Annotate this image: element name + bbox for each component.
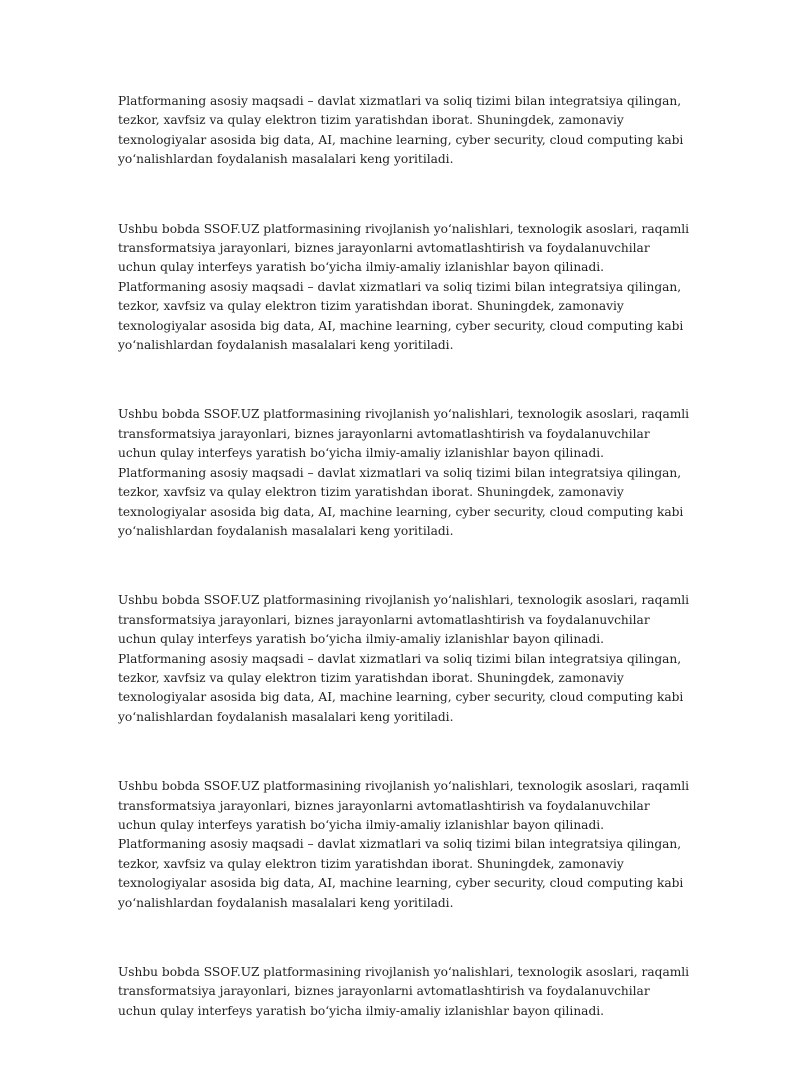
paragraph-line: uchun qulay interfeys yaratish bo‘yicha ilmiy-amaliy izlanishlar bayon qilinadi. (118, 446, 605, 461)
paragraph-line: uchun qulay interfeys yaratish bo‘yicha ilmiy-amaliy izlanishlar bayon qilinadi. (118, 817, 605, 832)
paragraph-line: Ushbu bobda SSOF.UZ platformasining rivojlanish yo‘nalishlari, texnologik asoslari, raqamli (118, 593, 690, 608)
document-body (118, 92, 698, 1071)
paragraph-line: Platformaning asosiy maqsadi – davlat xizmatlari va soliq tizimi bilan integratsiya qilingan, (118, 651, 682, 666)
paragraph-line: Platformaning asosiy maqsadi – davlat xizmatlari va soliq tizimi bilan integratsiya qilingan, (118, 837, 682, 852)
paragraph-line: Ushbu bobda SSOF.UZ platformasining rivojlanish yo‘nalishlari, texnologik asoslari, raqamli (118, 779, 690, 794)
paragraph-line: tezkor, xavfsiz va qulay elektron tizim yaratishdan iborat. Shuningdek, zamonaviy (118, 299, 624, 314)
paragraph-line: transformatsiya jarayonlari, biznes jarayonlarni avtomatlashtirish va foydalanuvchilar (118, 798, 650, 813)
paragraph-line: yo‘nalishlardan foydalanish masalalari keng yoritiladi. (118, 895, 454, 910)
paragraph (118, 591, 698, 727)
paragraph-line: tezkor, xavfsiz va qulay elektron tizim yaratishdan iborat. Shuningdek, zamonaviy (118, 485, 624, 500)
paragraph-line: transformatsiya jarayonlari, biznes jarayonlarni avtomatlashtirish va foydalanuvchilar (118, 612, 650, 627)
paragraph-line: Platformaning asosiy maqsadi – davlat xizmatlari va soliq tizimi bilan integratsiya qilingan, (118, 94, 682, 108)
paragraph-line: tezkor, xavfsiz va qulay elektron tizim yaratishdan iborat. Shuningdek, zamonaviy (118, 856, 624, 871)
paragraph (118, 405, 698, 541)
paragraph-line: Ushbu bobda SSOF.UZ platformasining rivojlanish yo‘nalishlari, texnologik asoslari, raqamli (118, 221, 690, 236)
paragraph-line: uchun qulay interfeys yaratish bo‘yicha ilmiy-amaliy izlanishlar bayon qilinadi. (118, 1003, 605, 1018)
paragraph (118, 92, 698, 170)
paragraph-line: transformatsiya jarayonlari, biznes jarayonlarni avtomatlashtirish va foydalanuvchilar (118, 426, 650, 441)
paragraph-line: yo‘nalishlardan foydalanish masalalari keng yoritiladi. (118, 338, 454, 353)
paragraph (118, 777, 698, 913)
paragraph-line: texnologiyalar asosida big data, AI, machine learning, cyber security, cloud computing kabi (118, 132, 684, 147)
paragraph-line: tezkor, xavfsiz va qulay elektron tizim yaratishdan iborat. Shuningdek, zamonaviy (118, 670, 624, 685)
paragraph-line: yo‘nalishlardan foydalanish masalalari keng yoritiladi. (118, 523, 454, 538)
paragraph-line: transformatsiya jarayonlari, biznes jarayonlarni avtomatlashtirish va foydalanuvchilar (118, 984, 650, 999)
paragraph-line: texnologiyalar asosida big data, AI, machine learning, cyber security, cloud computing kabi (118, 318, 684, 333)
paragraph-line: texnologiyalar asosida big data, AI, machine learning, cyber security, cloud computing kabi (118, 690, 684, 705)
paragraph-line: transformatsiya jarayonlari, biznes jarayonlarni avtomatlashtirish va foydalanuvchilar (118, 241, 650, 256)
paragraph-line: Platformaning asosiy maqsadi – davlat xizmatlari va soliq tizimi bilan integratsiya qilingan, (118, 279, 682, 294)
paragraph-line: uchun qulay interfeys yaratish bo‘yicha ilmiy-amaliy izlanishlar bayon qilinadi. (118, 632, 605, 647)
paragraph-line: Ushbu bobda SSOF.UZ platformasining rivojlanish yo‘nalishlari, texnologik asoslari, raqamli (118, 407, 690, 422)
paragraph (118, 220, 698, 356)
paragraph (118, 963, 698, 1021)
paragraph-line: tezkor, xavfsiz va qulay elektron tizim yaratishdan iborat. Shuningdek, zamonaviy (118, 113, 624, 128)
paragraph-line: uchun qulay interfeys yaratish bo‘yicha ilmiy-amaliy izlanishlar bayon qilinadi. (118, 260, 605, 275)
paragraph-line: texnologiyalar asosida big data, AI, machine learning, cyber security, cloud computing kabi (118, 504, 684, 519)
paragraph-line: Ushbu bobda SSOF.UZ platformasining rivojlanish yo‘nalishlari, texnologik asoslari, raqamli (118, 965, 690, 979)
paragraph-line: texnologiyalar asosida big data, AI, machine learning, cyber security, cloud computing kabi (118, 876, 684, 891)
paragraph-line: yo‘nalishlardan foydalanish masalalari keng yoritiladi. (118, 152, 454, 167)
paragraph-line: yo‘nalishlardan foydalanish masalalari keng yoritiladi. (118, 709, 454, 724)
paragraph-line: Platformaning asosiy maqsadi – davlat xizmatlari va soliq tizimi bilan integratsiya qilingan, (118, 465, 682, 480)
